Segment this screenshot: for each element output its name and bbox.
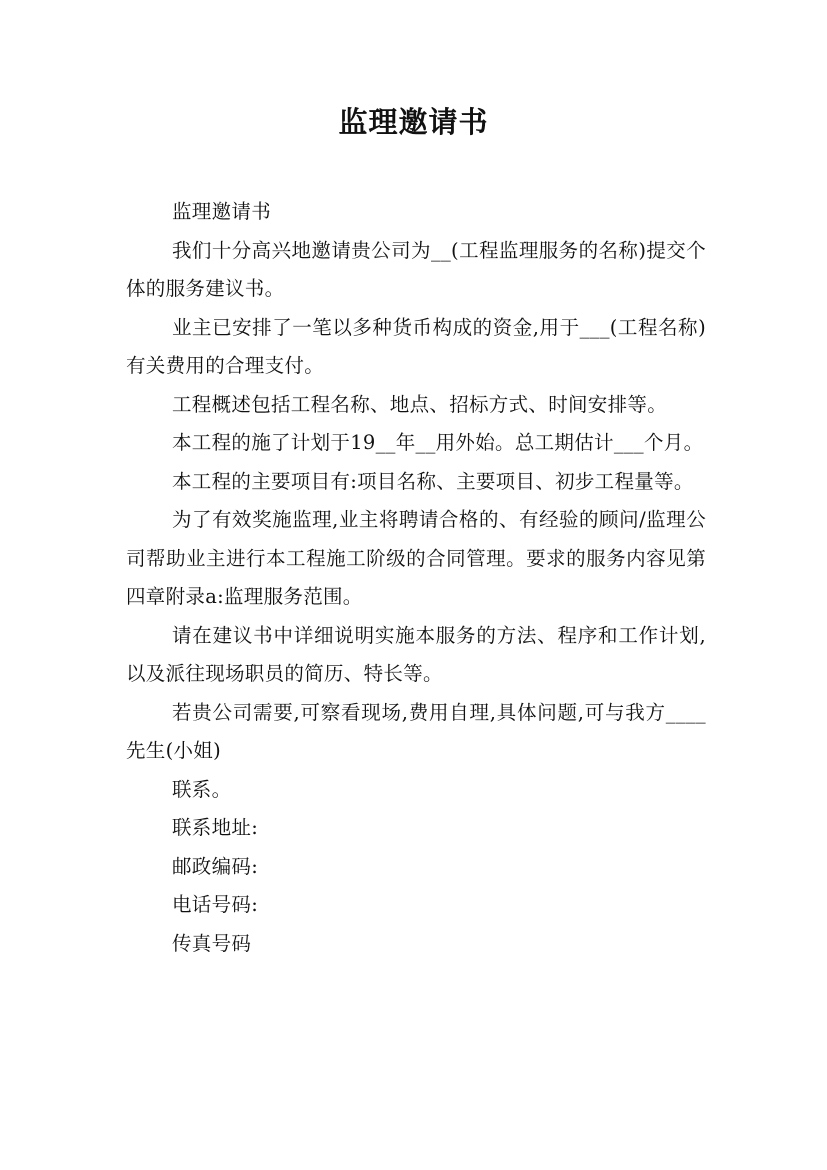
- paragraph-supervision: 为了有效奖施监理,业主将聘请合格的、有经验的顾问/监理公司帮助业主进行本工程施工阶级的合同管理。要求的服务内容见第四章附录a:监理服务范围。: [126, 508, 706, 608]
- document-title: 监理邀请书: [338, 105, 489, 139]
- paragraph-site-visit: 若贵公司需要,可察看现场,费用自理,具体问题,可与我方____先生(小姐): [126, 700, 706, 762]
- paragraph-invitation: 我们十分高兴地邀请贵公司为__(工程监理服务的名称)提交个体的服务建议书。: [126, 238, 706, 300]
- contact-address-label: 联系地址:: [172, 816, 259, 839]
- paragraph-contact: 联系。: [172, 777, 232, 801]
- paragraph-heading: 监理邀请书: [172, 200, 272, 223]
- document-body: [126, 193, 706, 963]
- paragraph-main-items: 本工程的主要项目有:项目名称、主要项目、初步工程量等。: [172, 469, 694, 493]
- paragraph-overview: 工程概述包括工程名称、地点、招标方式、时间安排等。: [172, 392, 668, 416]
- phone-number-label: 电话号码:: [172, 893, 259, 916]
- paragraph-proposal-details: 请在建议书中详细说明实施本服务的方法、程序和工作计划,以及派往现场职员的简历、特长等。: [126, 623, 706, 685]
- fax-number-label: 传真号码: [172, 931, 252, 955]
- paragraph-funding: 业主已安排了一笔以多种货币构成的资金,用于___(工程名称)有关费用的合理支付。: [126, 315, 706, 377]
- postal-code-label: 邮政编码:: [172, 854, 259, 878]
- paragraph-schedule: 本工程的施了计划于19__年__用外始。总工期估计___个月。: [172, 431, 704, 454]
